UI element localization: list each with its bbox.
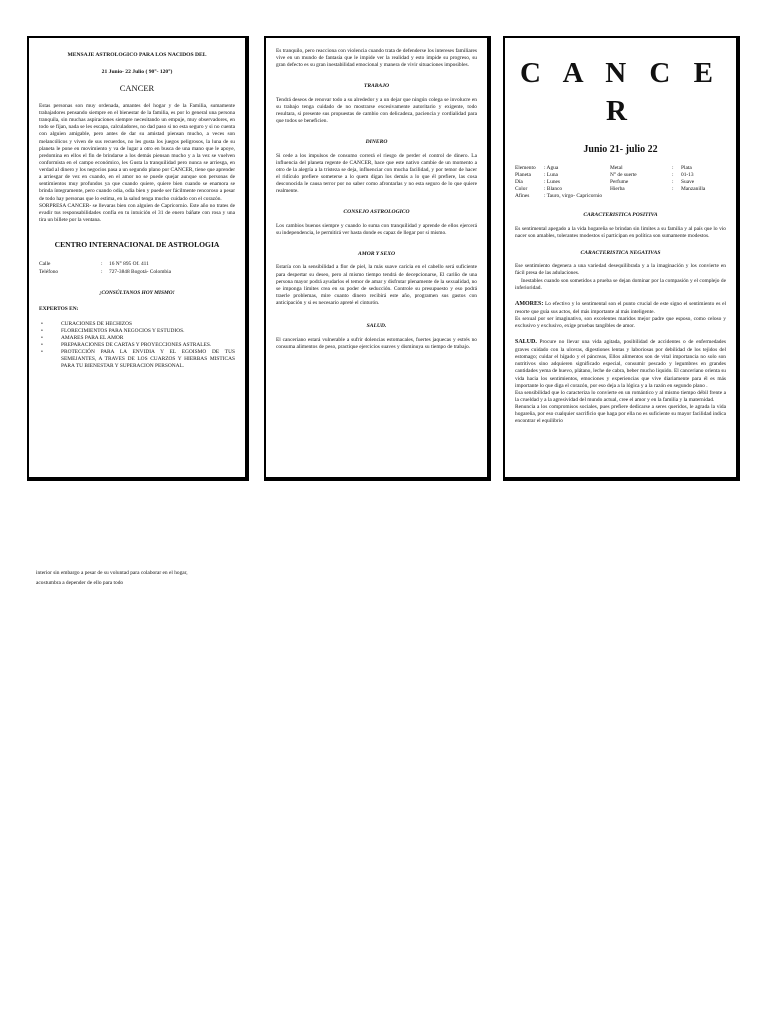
amores-text: Lo efectivo y lo sentimental son el punto crucial de este signo el sentimiento es el resorte que guía sus actos, del más importante al más inteligente. — [515, 300, 726, 315]
attr-value: : Lunes — [544, 178, 561, 185]
attr-value: : Agua — [544, 164, 559, 171]
amores-text-2: Es sexual por ser imaginativo, son excelentes maridos mejor padre que esposo, como celoso y exclusivo y exclusivo, exige pruebas tangibles de amor. — [515, 315, 726, 329]
attr-sep: : — [672, 178, 674, 185]
negative-text-2: Inestables cuando son sometidos a prueba se dejan dominar por la compasión y el complejo de inferioridad. — [515, 277, 726, 291]
services-list — [39, 321, 235, 371]
attr-value: Suave — [681, 178, 695, 185]
section-text-trabajo: Tendrá deseos de renovar todo a su alrededor y a un dejar que ningún colega se involucre en su trabajo tenga cuidado de no mostrarse excesivamente autoritario y exigente, todo resultara, si presente sus propuestas de cambio con delicadeza, paciencia y cordialidad para que todos se beneficien. — [276, 96, 477, 125]
attr-value: 01-13 — [681, 171, 694, 178]
negative-title: CARACTERISTICA NEGATIVAS — [580, 249, 661, 256]
contact-phone: 727-3848 Bogotá- Colombia — [109, 269, 171, 276]
section-title-consejo: CONSEJO ASTROLOGICO — [343, 209, 410, 216]
overflow-line: interior sin embargo a pesar de su voluntad para colaborar en el hogar, — [36, 570, 188, 576]
section-title-salud: SALUD. — [366, 323, 387, 330]
center-name: CENTRO INTERNACIONAL DE ASTROLOGIA — [54, 240, 220, 250]
date-range-heading: 21 Junio- 22 Julio ( 90°- 120°) — [101, 69, 173, 76]
section-text-consejo: Los cambios buenos siempre y cuando lo suma con tranquilidad y aprende de ellos ejercerá su independencia, le permitirá ver hasta donde es capaz de llegar por si mismo. — [276, 222, 477, 236]
attr-value: : Tauro, virgo- Capricornio — [544, 193, 603, 200]
panel-middle — [264, 36, 491, 481]
attr-key: Perfume — [610, 178, 629, 185]
salud-label: SALUD. — [515, 339, 537, 346]
attr-value: Plata — [681, 164, 692, 171]
attr-value: Manzanilla — [681, 186, 706, 193]
attr-key: Planeta — [515, 171, 531, 178]
salud-text-3: Renuncia a los compromisos sociales, pues prefiere dedicarse a seres queridos, le agrada la vida hogareña, por eso cualquier sacrificio que haga por ella no es suficiente su mayor facilidad indica encontrar el equilibrio — [515, 404, 726, 425]
section-text-amor: Estaría con la sensibilidad a flor de piel, la más suave caricia en el cabello será suficiente para despertar su deseo, pero al mismo tiempo tendrá de decepcionarse, El cariño de una persona mayor podrá ayudarlos el temor de amar y disfrutar plenamente de la sexualidad, no se imponga límites crea en su poder de seducción. Controle su presupuesto y eso podrá traerle problemas, mire cuanto dinero recibirá este año, programen sus gastos con anticipación y si es necesario apreté el cinturón. — [276, 264, 477, 306]
panel-right — [503, 36, 740, 481]
contact-sep: : — [101, 261, 103, 268]
sign-date: Junio 21- julio 22 — [583, 143, 658, 155]
section-title-trabajo: TRABAJO — [363, 83, 390, 90]
contact-address: 16 N° 895 Of. 411 — [109, 261, 149, 268]
attr-key: Día — [515, 178, 523, 185]
surprise-paragraph: SORPRESA CANCER- se llevaras bien con alguien de Capricornio. Este año no trates de evadir tus responsabilidades confía en tu intuición el 31 de enero báñate con rosa y una tira un billete por la ventana. — [39, 202, 235, 223]
attr-key: Metal — [610, 164, 623, 171]
section-title-amor: AMOR Y SEXO — [358, 251, 395, 257]
service-item: • PREPARACIONES DE CARTAS Y PROYECCIONES ASTRALES. — [49, 342, 235, 349]
salud-paragraph — [515, 339, 726, 390]
experts-heading: EXPERTOS EN: — [39, 305, 79, 312]
intro-paragraph: Es tranquilo, pero reacciona con violencia cuando trata de defenderse los intereses familiares vive en un mundo de fantasía que le impide ver la realidad y esto impide su progreso, su gran defecto es su gran inestabilidad emocional y manera de vivir situaciones imposibles. — [276, 48, 477, 69]
salud-text-2: Esa sensibilidad que lo caracteriza lo convierte en un romántico y al mismo tiempo débil frente a la crueldad y a la agresividad del mundo actual, cree el amor y en la familia y la maternidad. — [515, 389, 726, 403]
message-heading: MENSAJE ASTROLOGICO PARA LOS NACIDOS DEL — [67, 52, 207, 58]
contact-sep: : — [101, 269, 103, 276]
attr-sep: : — [672, 171, 674, 178]
attr-key: Color — [515, 186, 528, 193]
consult-callout: ¡CONSÚLTANOS HOY MISMO! — [99, 290, 175, 297]
attr-key: Elemento — [515, 164, 536, 171]
negative-text: Ese sentimiento degenera a una variedad desequilibrada y a la imaginación y los convierte en fácil presa de las adulaciones. — [515, 263, 726, 277]
service-item: • AMARES PARA EL AMOR — [49, 335, 235, 342]
overflow-line: acostumbra a depender de ello para todo — [36, 580, 124, 587]
attr-value: : Blanco — [544, 186, 563, 193]
section-text-salud: El canceriano estará vulnerable a sufrir dolencias estomacales, fuertes jaquecas y estrés no consuma alimentos de peso, practique ejercicios suaves y disminuya su tiempo de trabajo. — [276, 336, 477, 350]
positive-title: CARACTERISTICA POSITIVA — [583, 212, 658, 219]
attr-value: : Luna — [544, 171, 558, 178]
attr-sep: : — [672, 164, 674, 171]
attr-key: Hierba — [610, 186, 625, 193]
section-title-dinero: DINERO — [365, 139, 388, 146]
overflow-text — [36, 568, 276, 589]
contact-label: Teléfono — [39, 269, 59, 276]
contact-label: Calle — [39, 261, 51, 268]
contact-block — [39, 261, 235, 276]
amores-paragraph — [515, 301, 726, 316]
sign-name: CANCER — [119, 82, 155, 93]
attr-key: Afines — [515, 193, 530, 200]
attributes-table — [515, 165, 726, 201]
sign-title: C A N C E R — [520, 57, 721, 128]
sign-description: Estas personas son muy ordenada, amantes del hogar y de la Familia, sumamente trabajadores pensando siempre en el bienestar de la familia, es por lo general una persona tranquila, sin muchas aspiraciones siempre necesitando un empuje, muy observadores, en todo se fijan, nada se les escapa, calculadores, no dad paso si no esta seguro y si no cuenta con alguien amigable, pero antes de dar su amistad piensan mucho, a veces son melancólicos y viven de sus recuerdos, no les gusta los juegos peligrosos, la luna de su planeta le pone en movimiento y va de lugar a otro en busca de una mano que le apoye, predomina en ellos el fin de brindarse a los demás piensan mucho y a la vez se vuelven conformista en el campo económico, les Gusta la tranquilidad pero nunca se arriesga, en verdad al dinero y los negocios pasa a un segundo plano por CANCER, tiene que aprender a arriesgar de vez en cuando, en el amor no se puede quejar aunque son personas de sentimientos muy profundos ya que cuando quiere, quiere bien cuando se enamora se brinda íntegramente, pero cuando odia, odia bien y puede ser fácilmente rencoroso a pesar de todo hay personas que lo estima, en la salud tenga mucho cuidado con el corazón. — [39, 102, 235, 202]
service-item: • PROTECCIÓN PARA LA ENVIDIA Y EL EGOISMO DE TUS SEMEJANTES, A TRAVES DE LOS CUARZOS Y HIERBAS MISTICAS PARA TU BIENESTAR Y SUPERACION PERSONAL. — [49, 349, 235, 370]
panel-left — [27, 36, 249, 481]
attr-key: N° de suerte — [610, 171, 637, 178]
section-text-dinero: Si cede a los impulsos de consumo correrá el riesgo de perder el control de dinero. La influencia del planeta regente de CANCER, hace que este nativo cambie de un momento a otro de la alegría a la tristeza se deja, influenciar con mucha facilidad, y por temor de hacer el ridículo prefiere someterse a lo quem digan los demás a lo que él prefiere, las cosa desconocida le causa terror por no saber como afrontarlas y no esta seguro de lo que quiere realmente. — [276, 152, 477, 195]
service-item: • FLORECIMIENTOS PARA NEGOCIOS Y ESTUDIOS. — [49, 328, 235, 335]
amores-label: AMORES: — [515, 300, 544, 307]
service-item: • CURACIONES DE HECHIZOS — [49, 321, 235, 328]
salud-text: Procure no llevar una vida agitada, posibilidad de accidentes o de enfermedades graves cuidado con la ulceras, digestiones lentas y laboriosas por debilidad de los tejidos del estomago; cuidar el hígado y el páncreas, Ellos alimentos son de vital importancia no solo son nutritivos sino adquieren significado especial, consumir pescado y legumbres en grandes cantidades yema de huevo, plátano, leche de cabra, beber mucho liquido. El canceriano orienta su vida hacia los sentimientos, emociones y experiencias que vive diariamente para él es más importante lo que diga el corazón, por eso deja a la lógica y a la razón en segundo plano . — [515, 339, 726, 389]
positive-text: Es sentimental apegado a la vida hogareña se brindan sin limites a su familia y al país que lo vio nacer son amables, tolerantes modestos sí participan en política son sumamente modestos. — [515, 225, 726, 239]
attr-sep: : — [672, 186, 674, 193]
